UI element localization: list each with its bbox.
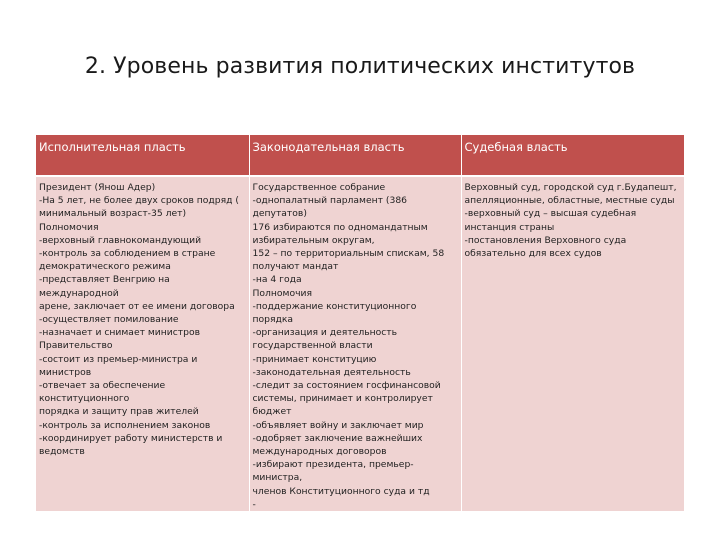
- cell-text-line: Полномочия: [252, 287, 313, 299]
- cell-text-line: минимальный возраст-35 лет): [39, 208, 187, 220]
- cell-text-line: -представляет Венгрию на международной: [39, 274, 170, 299]
- slide-title: 2. Уровень развития политических институтов: [84, 54, 636, 79]
- cell-text-line: -организация и деятельность: [252, 327, 398, 339]
- cell-judicial: [461, 176, 684, 511]
- cell-text-line: 152 – по территориальным спискам, 58: [252, 248, 445, 260]
- cell-text-line: -состоит из премьер-министра и министров: [39, 353, 198, 378]
- cell-text-line: арене, заключает от ее имени договора: [39, 300, 235, 312]
- cell-text-line: -контроль за соблюдением в стране: [39, 248, 216, 260]
- cell-text-line: Правительство: [39, 340, 113, 352]
- cell-text-line: порядка и защиту прав жителей: [39, 406, 199, 418]
- cell-text-line: избирательным округам,: [252, 234, 375, 246]
- cell-text-line: инстанция страны: [464, 221, 555, 233]
- cell-text-line: -верховный главнокомандующий: [39, 234, 202, 246]
- cell-text-line: -законодательная деятельность: [252, 366, 411, 378]
- cell-text-line: -поддержание конституционного порядка: [252, 300, 417, 326]
- cell-text-line: системы, принимает и контролирует: [252, 393, 433, 405]
- cell-text-line: -назначает и снимает министров: [39, 327, 201, 339]
- cell-text-line: Верховный суд, городской суд г.Будапешт,: [464, 182, 677, 193]
- cell-text-line: членов Конституционного суда и тд: [252, 485, 430, 497]
- cell-text-line: -на 4 года: [252, 274, 302, 286]
- cell-text-line: -осуществляет помилование: [39, 314, 179, 326]
- cell-text-line: Государственное собрание: [252, 182, 386, 193]
- cell-text-line: -принимает конституцию: [252, 353, 377, 365]
- cell-text-line: ведомств: [39, 446, 85, 458]
- cell-text-line: государственной власти: [252, 340, 373, 352]
- cell-text-line: международных договоров: [252, 446, 387, 458]
- header-judicial: Судебная власть: [461, 135, 684, 176]
- cell-text-line: Полномочия: [39, 221, 99, 233]
- cell-text-line: -одобряет заключение важнейших: [252, 432, 423, 444]
- cell-text-line: -На 5 лет, не более двух сроков подряд (: [39, 195, 239, 207]
- cell-legislative: [249, 176, 461, 511]
- cell-text-line: -верховный суд – высшая судебная: [464, 208, 637, 220]
- cell-text-line: обязательно для всех судов: [464, 248, 602, 260]
- cell-text-line: Президент (Янош Адер): [39, 182, 156, 193]
- cell-text-line: -избирают президента, премьер-министра,: [252, 459, 414, 484]
- cell-text-line: демократического режима: [39, 261, 171, 273]
- cell-text-line: -координирует работу министерств и: [39, 432, 223, 444]
- cell-text-line: апелляционные, областные, местные суды: [464, 195, 675, 207]
- institutions-table: [36, 135, 684, 511]
- header-executive: Исполнительная пласть: [36, 135, 249, 176]
- table-header-row: [36, 135, 684, 176]
- cell-text-line: -постановления Верховного суда: [464, 234, 627, 246]
- cell-text-line: -следит за состоянием госфинансовой: [252, 380, 441, 392]
- cell-text-line: получают мандат: [252, 261, 339, 273]
- cell-text-line: -контроль за исполнением законов: [39, 419, 211, 431]
- cell-text-line: бюджет: [252, 406, 292, 418]
- table-body-row: [36, 176, 684, 511]
- cell-text-line: 176 избираются по одномандатным: [252, 221, 428, 233]
- cell-text-line: -однопалатный парламент (386 депутатов): [252, 195, 408, 220]
- cell-text-line: -объявляет войну и заключает мир: [252, 419, 424, 431]
- cell-executive: [36, 176, 249, 511]
- cell-text-line: -: [252, 498, 256, 510]
- cell-text-line: -отвечает за обеспечение конституционного: [39, 380, 166, 405]
- header-legislative: Законодательная власть: [249, 135, 461, 176]
